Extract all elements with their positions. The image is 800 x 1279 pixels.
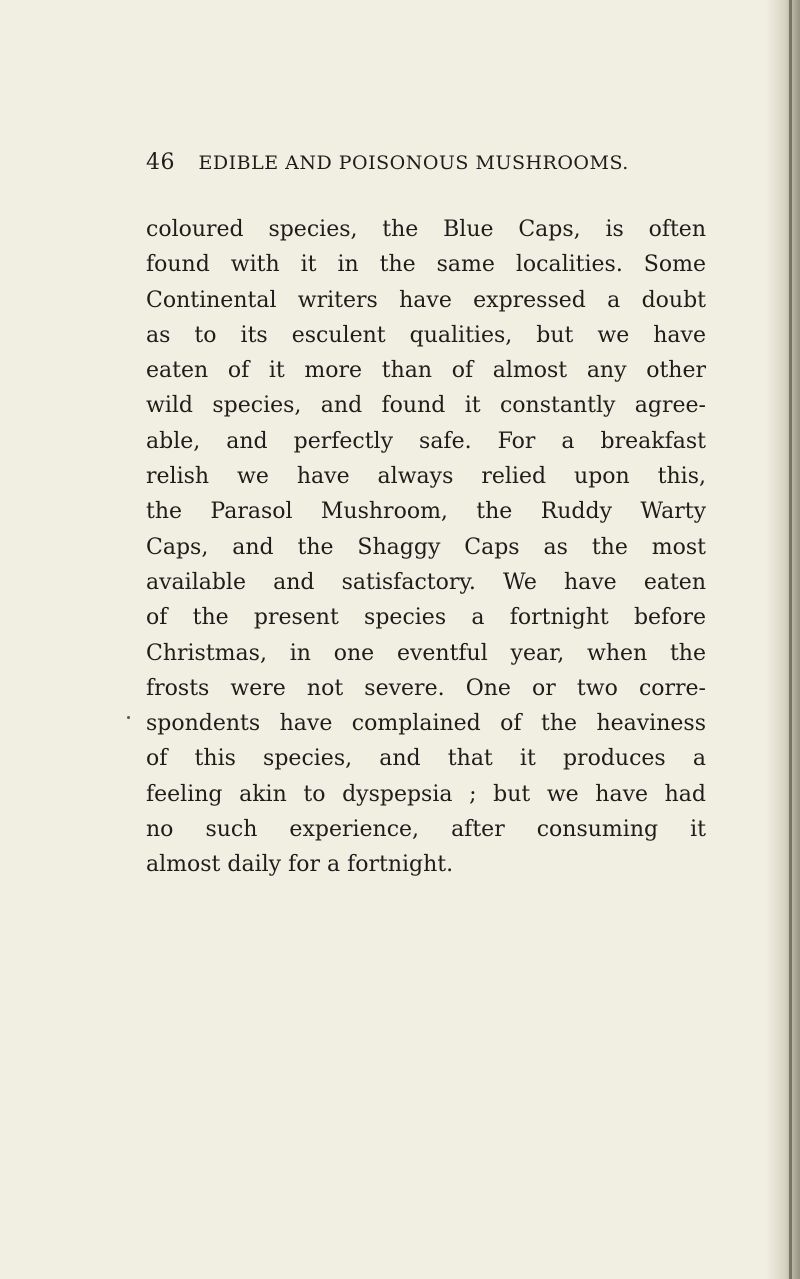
text-line: almost daily for a fortnight. [146, 852, 454, 878]
page-edge-shadow [766, 0, 800, 1279]
text-line: of the present species a fortnight before [146, 605, 706, 631]
text-line: available and satisfactory. We have eaten [146, 569, 706, 595]
text-line: Caps, and the Shaggy Caps as the most [146, 534, 706, 560]
text-line: frosts were not severe. One or two corre- [146, 675, 706, 701]
running-head [146, 150, 706, 186]
text-line: coloured species, the Blue Caps, is often [146, 217, 706, 242]
text-line: relish we have always relied upon this, [146, 464, 706, 490]
running-title: EDIBLE AND POISONOUS MUSHROOMS. [198, 152, 629, 174]
text-line: no such experience, after consuming it [146, 817, 706, 843]
text-line: as to its esculent qualities, but we have [146, 322, 706, 348]
text-line: of this species, and that it produces a [146, 746, 706, 772]
text-line: eaten of it more than of almost any other [146, 358, 706, 384]
text-line: able, and perfectly safe. For a breakfast [146, 428, 706, 454]
ink-speck [127, 716, 130, 719]
page-number: 46 [146, 150, 175, 175]
page-edge-line [789, 0, 792, 1279]
text-line: Continental writers have expressed a doubt [146, 287, 706, 313]
text-line: wild species, and found it constantly agree- [146, 393, 706, 419]
body-text [146, 212, 706, 883]
text-line: Christmas, in one eventful year, when the [146, 640, 706, 666]
text-line: the Parasol Mushroom, the Ruddy Warty [146, 499, 706, 525]
text-line: feeling akin to dyspepsia ; but we have had [146, 781, 706, 807]
text-line: found with it in the same localities. Some [146, 252, 706, 278]
text-line: spondents have complained of the heaviness [146, 711, 706, 737]
